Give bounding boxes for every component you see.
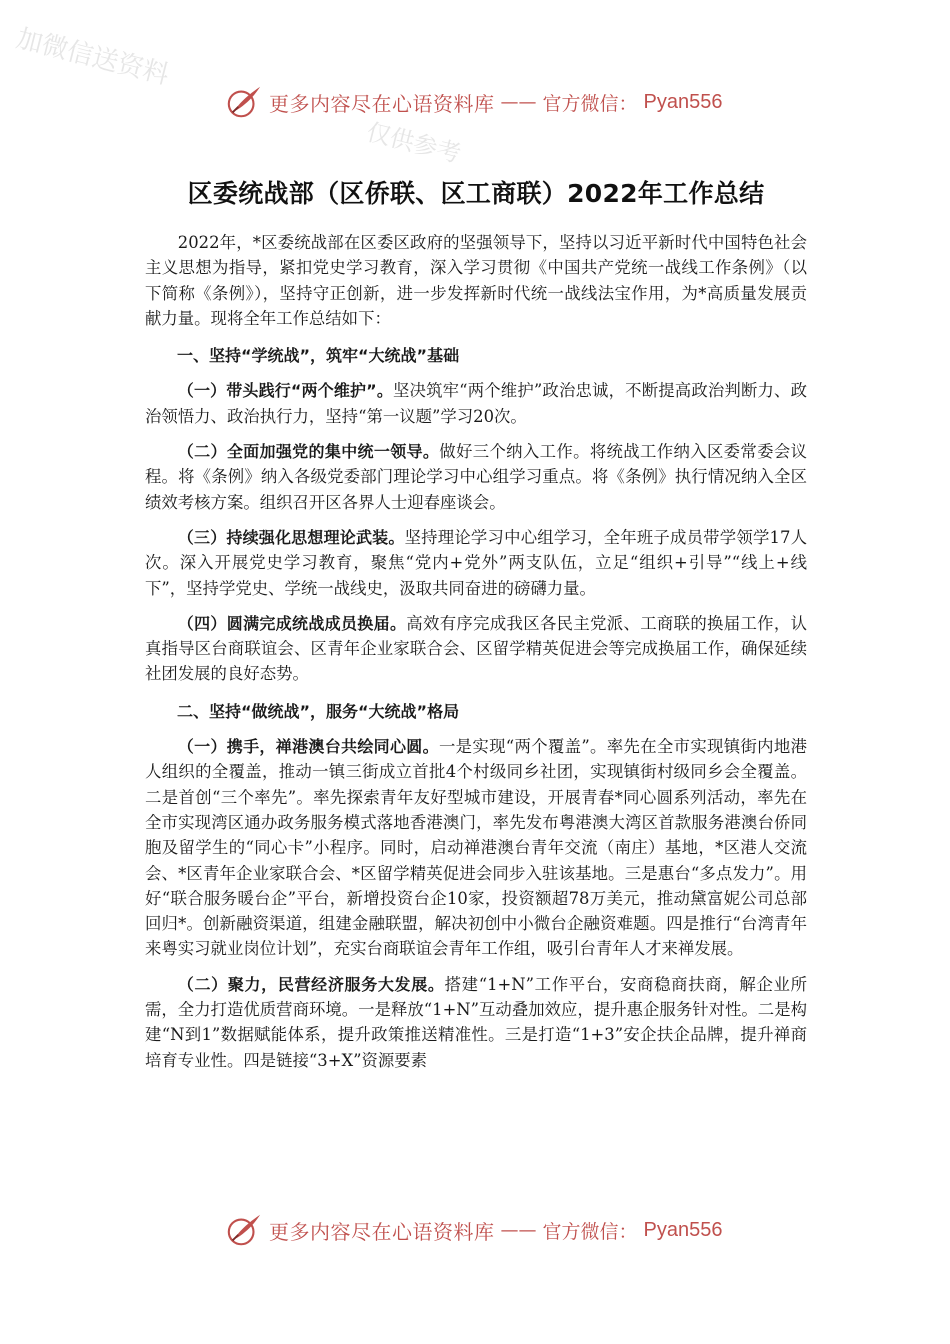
banner-text: 更多内容尽在心语资料库 <box>269 1219 495 1244</box>
banner-wechat-label: 官方微信： <box>542 92 638 115</box>
watermark-text-secondary: 仅供参考 <box>363 117 464 169</box>
paragraph-lead: （三）持续强化思想理论武装。 <box>177 527 405 547</box>
paragraph-2-2 <box>145 972 807 1073</box>
paragraph-1-3 <box>145 525 807 601</box>
paragraph-2-1 <box>145 734 807 962</box>
paragraph-1-4 <box>145 611 807 687</box>
watermark-text: 加微信送资料 <box>13 23 172 91</box>
paragraph-lead: （二）聚力，民营经济服务大发展。 <box>177 974 445 994</box>
paragraph-text: 搭建“1+N”工作平台，安商稳商扶商，解企业所需，全力打造优质营商环境。一是释放“1+N”互动叠加效应，提升惠企服务针对性。二是构建“N到1”数据赋能体系，提升政策推送精准性。三是打造“1+3”安企扶企品牌，提升禅商培育专业性。四是链接“3+X”资源要素 <box>145 974 807 1070</box>
section-heading-1: 一、坚持“学统战”，筑牢“大统战”基础 <box>177 346 460 366</box>
paragraph-text: 坚持理论学习中心组学习，全年班子成员带学领学17人次。深入开展党史学习教育，聚焦“党内+党外”两支队伍，立足“组织+引导”“线上+线下”，坚持学党史、学统一战线史，汲取共同奋进的磅礴力量。 <box>145 527 807 598</box>
paragraph-text: 一是实现“两个覆盖”。率先在全市实现镇街内地港人组织的全覆盖，推动一镇三街成立首批4个村级同乡社团，实现镇街村级同乡会全覆盖。二是首创“三个率先”。率先探索青年友好型城市建设，开展青春*同心圆系列活动，率先在全市实现湾区通办政务服务模式落地香港澳门，率先发布粤港澳大湾区首款服务港澳台侨同胞及留学生的“同心卡”小程序。同时，启动禅港澳台青年交流（南庄）基地，*区港人交流会、*区青年企业家联合会、*区留学精英促进会同步入驻该基地。三是惠台“多点发力”。用好“联合服务暖台企”平台，新增投资台企10家，投资额超78万美元，推动黛富妮公司总部回归*。创新融资渠道，组建金融联盟，解决初创中小微台企融资难题。四是推行“台湾青年来粤实习就业岗位计划”，充实台商联谊会青年工作组，吸引台青年人才来禅发展。 <box>145 737 807 959</box>
document-title: 区委统战部（区侨联、区工商联）2022年工作总结 <box>187 179 765 208</box>
paragraph-lead: （四）圆满完成统战成员换届。 <box>177 613 407 633</box>
banner-wechat-id: Pyan556 <box>643 1218 723 1241</box>
paragraph-text: 做好三个纳入工作。将统战工作纳入区委常委会议程。将《条例》纳入各级党委部门理论学习中心组学习重点。将《条例》执行情况纳入全区绩效考核方案。组织召开区各界人士迎春座谈会。 <box>145 442 807 512</box>
banner-dash: —— <box>500 91 537 113</box>
paragraph-lead: （二）全面加强党的集中统一领导。 <box>177 442 440 462</box>
intro-paragraph: 2022年，*区委统战部在区委区政府的坚强领导下，坚持以习近平新时代中国特色社会主义思想为指导，紧扣党史学习教育，深入学习贯彻《中国共产党统一战线工作条例》（以下简称《条例》），坚持守正创新，进一步发挥新时代统一战线法宝作用，为*高质量发展贡献力量。现将全年工作总结如下： <box>145 233 807 328</box>
banner-wechat-id: Pyan556 <box>643 90 723 113</box>
paragraph-text: 高效有序完成我区各民主党派、工商联的换届工作，认真指导区台商联谊会、区青年企业家联合会、区留学精英促进会等完成换届工作，确保延续社团发展的良好态势。 <box>145 613 807 684</box>
section-heading-2: 二、坚持“做统战”，服务“大统战”格局 <box>177 701 460 721</box>
footer-banner <box>225 1210 745 1250</box>
banner-dash: —— <box>500 1219 537 1241</box>
quill-logo-icon <box>225 1211 263 1249</box>
paragraph-lead: （一）带头践行“两个维护”。 <box>177 381 393 401</box>
document-body <box>145 176 807 1073</box>
banner-wechat-label: 官方微信： <box>542 1220 638 1243</box>
paragraph-text: 坚决筑牢“两个维护”政治忠诚，不断提高政治判断力、政治领悟力、政治执行力，坚持“第一议题”学习20次。 <box>145 381 807 426</box>
paragraph-lead: （一）携手，禅港澳台共绘同心圆。 <box>177 737 439 757</box>
quill-logo-icon <box>225 83 263 121</box>
paragraph-1-2 <box>145 439 807 515</box>
paragraph-1-1 <box>145 378 807 429</box>
banner-text: 更多内容尽在心语资料库 <box>269 91 495 116</box>
header-banner <box>225 82 745 122</box>
